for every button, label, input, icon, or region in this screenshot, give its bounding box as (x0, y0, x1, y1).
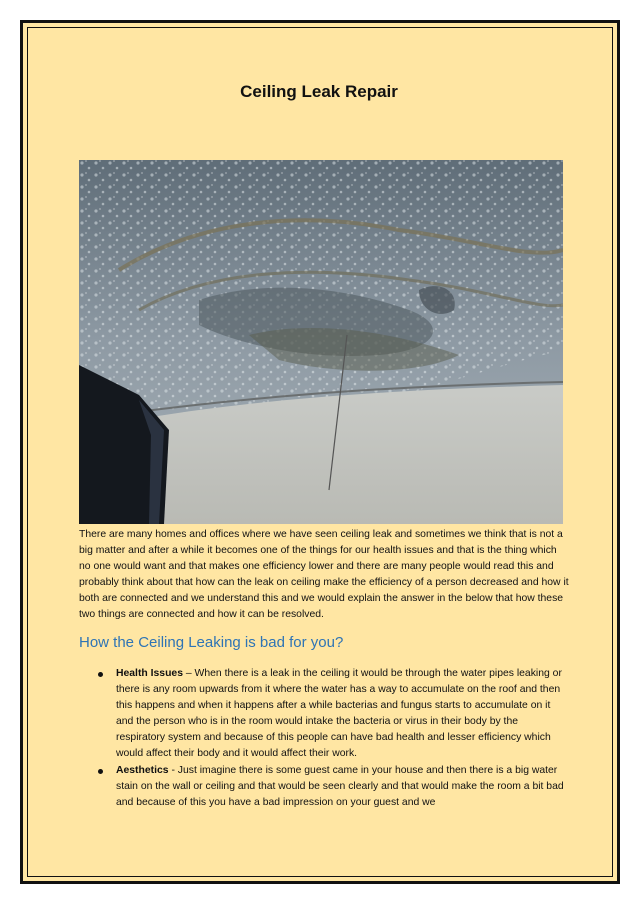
document-title: Ceiling Leak Repair (240, 82, 398, 101)
section-heading: How the Ceiling Leaking is bad for you? (79, 634, 344, 651)
bullet-term: Aesthetics (116, 764, 169, 776)
bullet-icon (98, 769, 103, 774)
bullet-text: - Just imagine there is some guest came in your house and then there is a big water stain on the wall or ceiling and that would be seen clearly and that would make the room a bit bad and because of this you have a bad impression on your guest and we (116, 764, 564, 808)
intro-paragraph: There are many homes and offices where we have seen ceiling leak and sometimes we think that is not a big matter and after a while it becomes one of the things for our health issues and that is the thing which no one would want and that makes one efficiency lower and there are many people would read this and probably think about that how can the leak on ceiling make the efficiency of a person decreased and how it both are connected and we understand this and we would explain the answer in the below that how these two things are connected and how it can be resolved. (79, 529, 569, 621)
bullet-list (96, 666, 566, 811)
list-item (96, 763, 566, 811)
list-item (96, 666, 566, 763)
ceiling-leak-photo (79, 160, 563, 524)
bullet-icon (98, 672, 103, 677)
bullet-text: – When there is a leak in the ceiling it would be through the water pipes leaking or there is any room upwards from it where the water has a way to accumulate on the roof and then this happens and when it happens after a while bacterias and fungus starts to accumulate on it and the person who is in the room would intake the bacteria or virus in their body by the respiratory system and because of this people can have bad health and lesser efficiency which would affect their body and it would affect their work. (116, 668, 562, 760)
bullet-term: Health Issues (116, 668, 183, 679)
